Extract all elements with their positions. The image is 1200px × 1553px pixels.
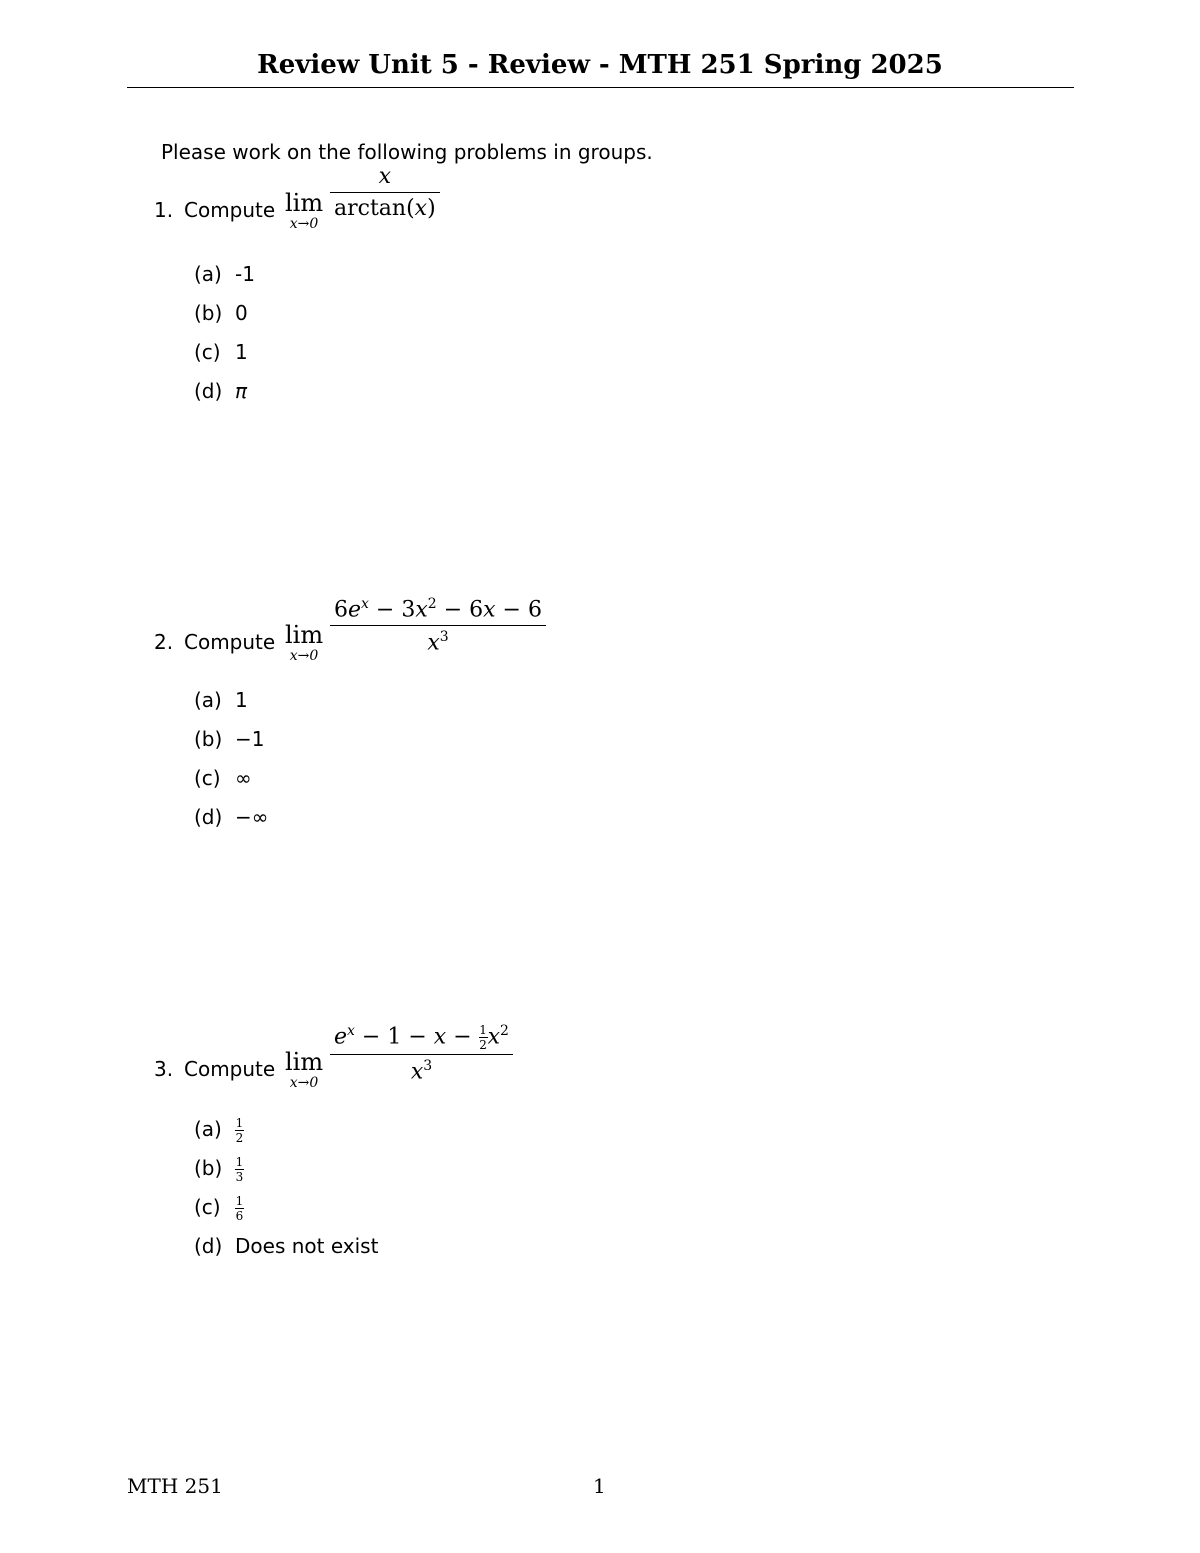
problem-prompt: Compute <box>184 198 276 222</box>
limit-expression <box>330 596 546 656</box>
problem-number: 3. <box>154 1057 174 1081</box>
page-number: 1 <box>593 1474 606 1498</box>
problem-prompt: Compute <box>184 630 276 654</box>
fraction-one-half: $\frac{1}{2}$ <box>235 1116 244 1145</box>
limit-operator: lim x→0 <box>285 189 324 232</box>
footer-course: MTH 251 <box>127 1474 223 1498</box>
header-divider <box>127 87 1074 88</box>
denominator: $x^3$ <box>410 1057 433 1085</box>
page-title: Review Unit 5 - Review - MTH 251 Spring 2025 <box>257 50 943 80</box>
fraction-one-third: $\frac{1}{3}$ <box>235 1155 244 1184</box>
numerator: x <box>378 164 392 189</box>
limit-operator: lim x→0 <box>285 621 324 664</box>
problem-number: 1. <box>154 198 174 222</box>
problem-number: 2. <box>154 630 174 654</box>
limit-operator: lim x→0 <box>285 1048 324 1091</box>
numerator: $e^x - 1 - x$ − $\frac{1}{2}$ $x^2$ <box>334 1022 509 1052</box>
numerator: $6e^x - 3x^2 - 6x - 6$ <box>334 596 542 623</box>
fraction-one-sixth: $\frac{1}{6}$ <box>235 1194 244 1223</box>
intro-text: Please work on the following problems in groups. <box>161 140 653 164</box>
denominator: arctan(x) <box>334 196 436 221</box>
limit-expression <box>330 1023 513 1084</box>
denominator: $x^3$ <box>427 629 449 656</box>
problem-prompt: Compute <box>184 1057 276 1081</box>
limit-expression <box>330 164 440 221</box>
